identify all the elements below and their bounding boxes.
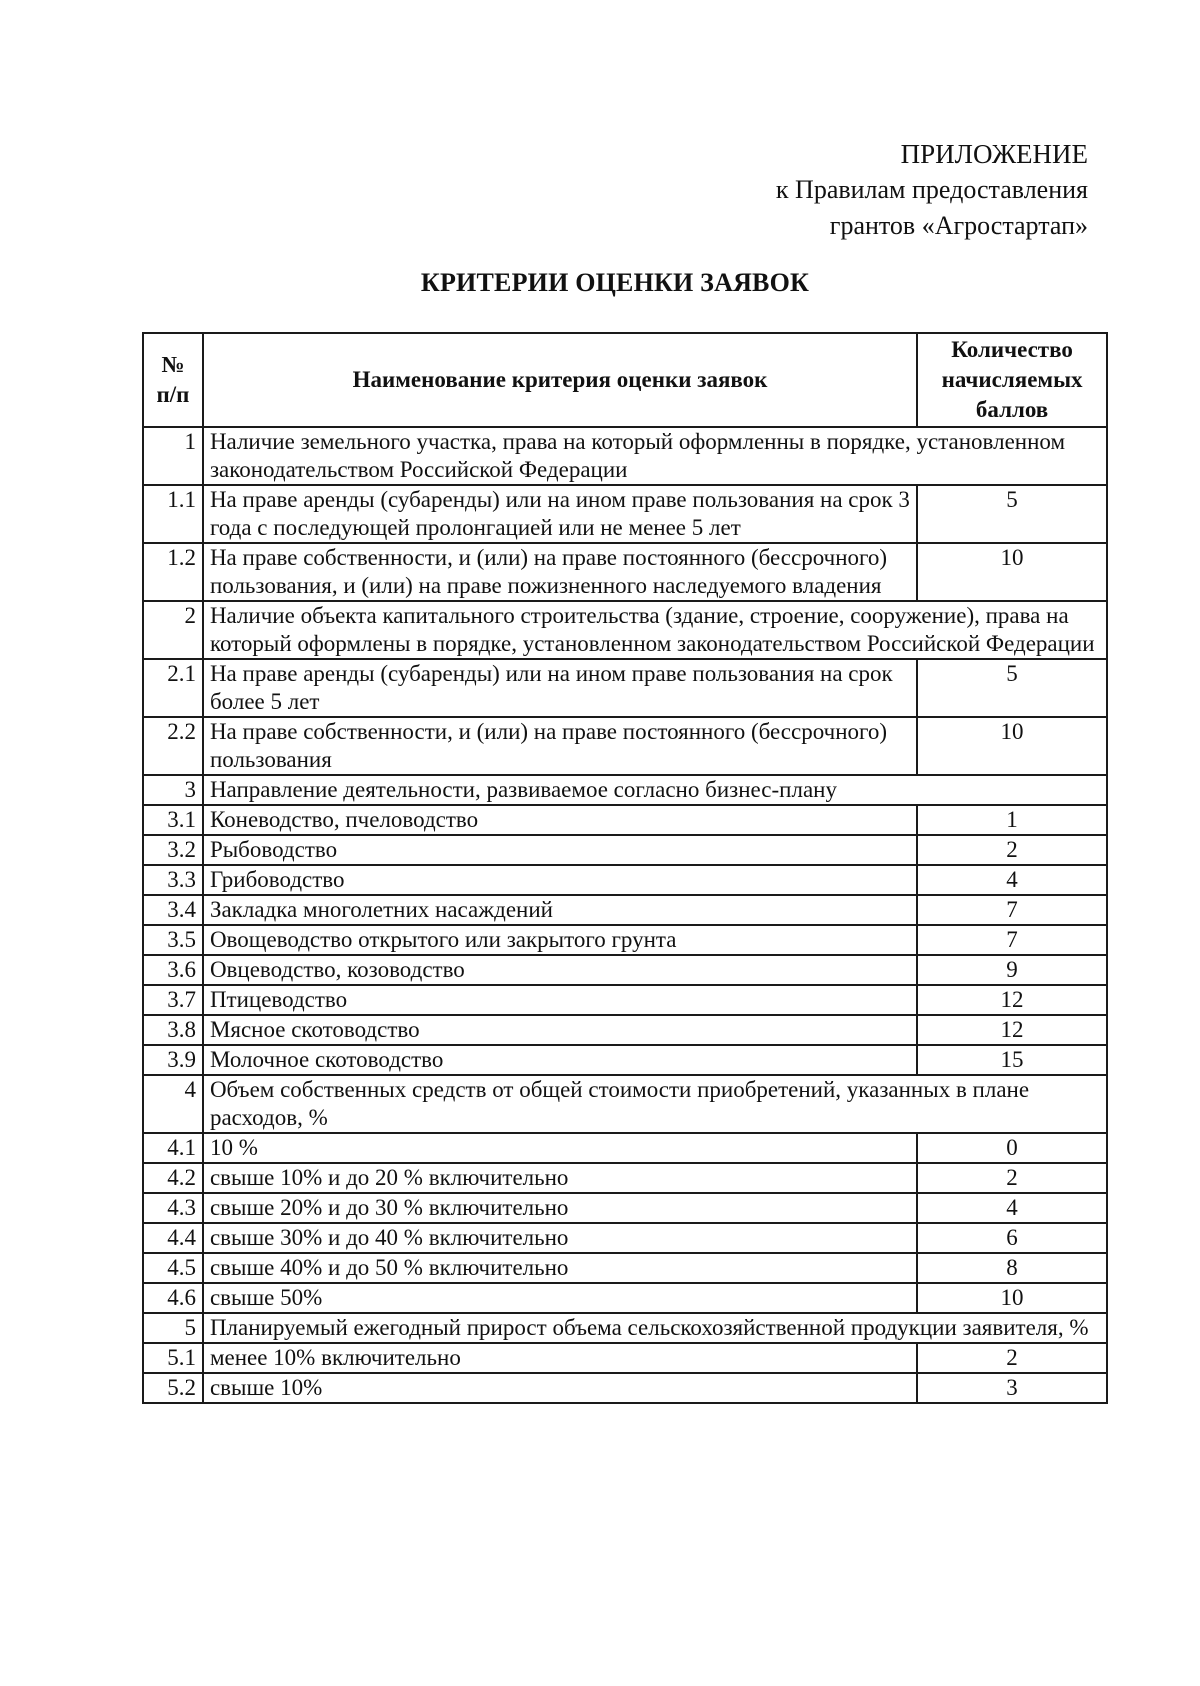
table-row [143, 1045, 1107, 1075]
criterion-name: Птицеводство [203, 985, 917, 1015]
table-row [143, 1343, 1107, 1373]
criterion-points: 10 [917, 717, 1107, 775]
criterion-name: свыше 40% и до 50 % включительно [203, 1253, 917, 1283]
criterion-name: свыше 30% и до 40 % включительно [203, 1223, 917, 1253]
document-title: КРИТЕРИИ ОЦЕНКИ ЗАЯВОК [420, 268, 810, 297]
row-number: 4 [143, 1075, 203, 1133]
row-number: 1 [143, 427, 203, 485]
table-row [143, 1133, 1107, 1163]
criterion-name: Наличие объекта капитального строительства (здание, строение, сооружение), права на который оформлены в порядке, установленном законодательством Российской Федерации [203, 601, 1107, 659]
criterion-points: 12 [917, 1015, 1107, 1045]
row-number: 5.2 [143, 1373, 203, 1403]
criterion-name: Овощеводство открытого или закрытого грунта [203, 925, 917, 955]
criterion-points: 2 [917, 835, 1107, 865]
criterion-name: Рыбоводство [203, 835, 917, 865]
criterion-name: свыше 10% [203, 1373, 917, 1403]
criterion-name: Закладка многолетних насаждений [203, 895, 917, 925]
criterion-points: 4 [917, 1193, 1107, 1223]
section-row [143, 1075, 1107, 1133]
table-row [143, 1193, 1107, 1223]
row-number: 3.5 [143, 925, 203, 955]
row-number: 5 [143, 1313, 203, 1343]
table-row [143, 717, 1107, 775]
row-number: 3.6 [143, 955, 203, 985]
criterion-points: 6 [917, 1223, 1107, 1253]
row-number: 3 [143, 775, 203, 805]
criterion-name: Наличие земельного участка, права на который оформленны в порядке, установленном законодательством Российской Федерации [203, 427, 1107, 485]
criteria-table-body [143, 427, 1107, 1403]
criterion-points: 4 [917, 865, 1107, 895]
criterion-points: 10 [917, 543, 1107, 601]
criterion-name: На праве собственности, и (или) на праве постоянного (бессрочного) пользования [203, 717, 917, 775]
row-number: 3.3 [143, 865, 203, 895]
criterion-name: Грибоводство [203, 865, 917, 895]
criterion-name: свыше 20% и до 30 % включительно [203, 1193, 917, 1223]
criterion-points: 9 [917, 955, 1107, 985]
row-number: 5.1 [143, 1343, 203, 1373]
row-number: 3.9 [143, 1045, 203, 1075]
row-number: 4.4 [143, 1223, 203, 1253]
row-number: 2.1 [143, 659, 203, 717]
row-number: 3.8 [143, 1015, 203, 1045]
row-number: 4.5 [143, 1253, 203, 1283]
row-number: 4.1 [143, 1133, 203, 1163]
section-row [143, 427, 1107, 485]
appendix-title: ПРИЛОЖЕНИЕ [900, 139, 1088, 169]
table-row [143, 1253, 1107, 1283]
section-row [143, 1313, 1107, 1343]
table-row [143, 1015, 1107, 1045]
table-row [143, 659, 1107, 717]
criterion-points: 12 [917, 985, 1107, 1015]
criterion-name: На праве собственности, и (или) на праве постоянного (бессрочного) пользования, и (или) на праве пожизненного наследуемого владения [203, 543, 917, 601]
criterion-points: 15 [917, 1045, 1107, 1075]
row-number: 3.4 [143, 895, 203, 925]
appendix-header [776, 136, 1088, 244]
appendix-subtitle-line-1: к Правилам предоставления [775, 175, 1088, 204]
criterion-points: 8 [917, 1253, 1107, 1283]
criterion-points: 5 [917, 659, 1107, 717]
table-row [143, 955, 1107, 985]
table-row [143, 1373, 1107, 1403]
appendix-subtitle-line-2: грантов «Агростартап» [829, 211, 1088, 240]
row-number: 4.6 [143, 1283, 203, 1313]
header-points: Количество начисляемых баллов [917, 333, 1107, 427]
criterion-points: 7 [917, 925, 1107, 955]
criterion-points: 7 [917, 895, 1107, 925]
section-row [143, 601, 1107, 659]
header-number: № п/п [143, 333, 203, 427]
table-header-row [143, 333, 1107, 427]
row-number: 1.2 [143, 543, 203, 601]
table-row [143, 985, 1107, 1015]
criterion-points: 5 [917, 485, 1107, 543]
criterion-name: Объем собственных средств от общей стоимости приобретений, указанных в плане расходов, % [203, 1075, 1107, 1133]
row-number: 1.1 [143, 485, 203, 543]
row-number: 4.3 [143, 1193, 203, 1223]
criterion-points: 10 [917, 1283, 1107, 1313]
criterion-points: 3 [917, 1373, 1107, 1403]
criterion-name: Мясное скотоводство [203, 1015, 917, 1045]
row-number: 2.2 [143, 717, 203, 775]
criterion-name: менее 10% включительно [203, 1343, 917, 1373]
criterion-name: Коневодство, пчеловодство [203, 805, 917, 835]
table-row [143, 1163, 1107, 1193]
criterion-name: Молочное скотоводство [203, 1045, 917, 1075]
row-number: 3.2 [143, 835, 203, 865]
criterion-points: 1 [917, 805, 1107, 835]
table-row [143, 1283, 1107, 1313]
row-number: 3.1 [143, 805, 203, 835]
table-row [143, 543, 1107, 601]
table-row [143, 925, 1107, 955]
table-row [143, 1223, 1107, 1253]
criterion-name: На праве аренды (субаренды) или на ином праве пользования на срок более 5 лет [203, 659, 917, 717]
criterion-name: Направление деятельности, развиваемое согласно бизнес-плану [203, 775, 1107, 805]
table-row [143, 865, 1107, 895]
header-criterion-name: Наименование критерия оценки заявок [203, 333, 917, 427]
row-number: 3.7 [143, 985, 203, 1015]
criterion-name: свыше 50% [203, 1283, 917, 1313]
table-row [143, 895, 1107, 925]
criterion-name: свыше 10% и до 20 % включительно [203, 1163, 917, 1193]
criterion-name: Планируемый ежегодный прирост объема сельскохозяйственной продукции заявителя, % [203, 1313, 1107, 1343]
row-number: 2 [143, 601, 203, 659]
criterion-name: 10 % [203, 1133, 917, 1163]
section-row [143, 775, 1107, 805]
table-row [143, 485, 1107, 543]
criterion-points: 2 [917, 1163, 1107, 1193]
criteria-table [142, 332, 1108, 1404]
table-row [143, 805, 1107, 835]
row-number: 4.2 [143, 1163, 203, 1193]
criterion-name: На праве аренды (субаренды) или на ином праве пользования на срок 3 года с последующей пролонгацией или не менее 5 лет [203, 485, 917, 543]
criterion-points: 2 [917, 1343, 1107, 1373]
criterion-name: Овцеводство, козоводство [203, 955, 917, 985]
table-row [143, 835, 1107, 865]
criterion-points: 0 [917, 1133, 1107, 1163]
